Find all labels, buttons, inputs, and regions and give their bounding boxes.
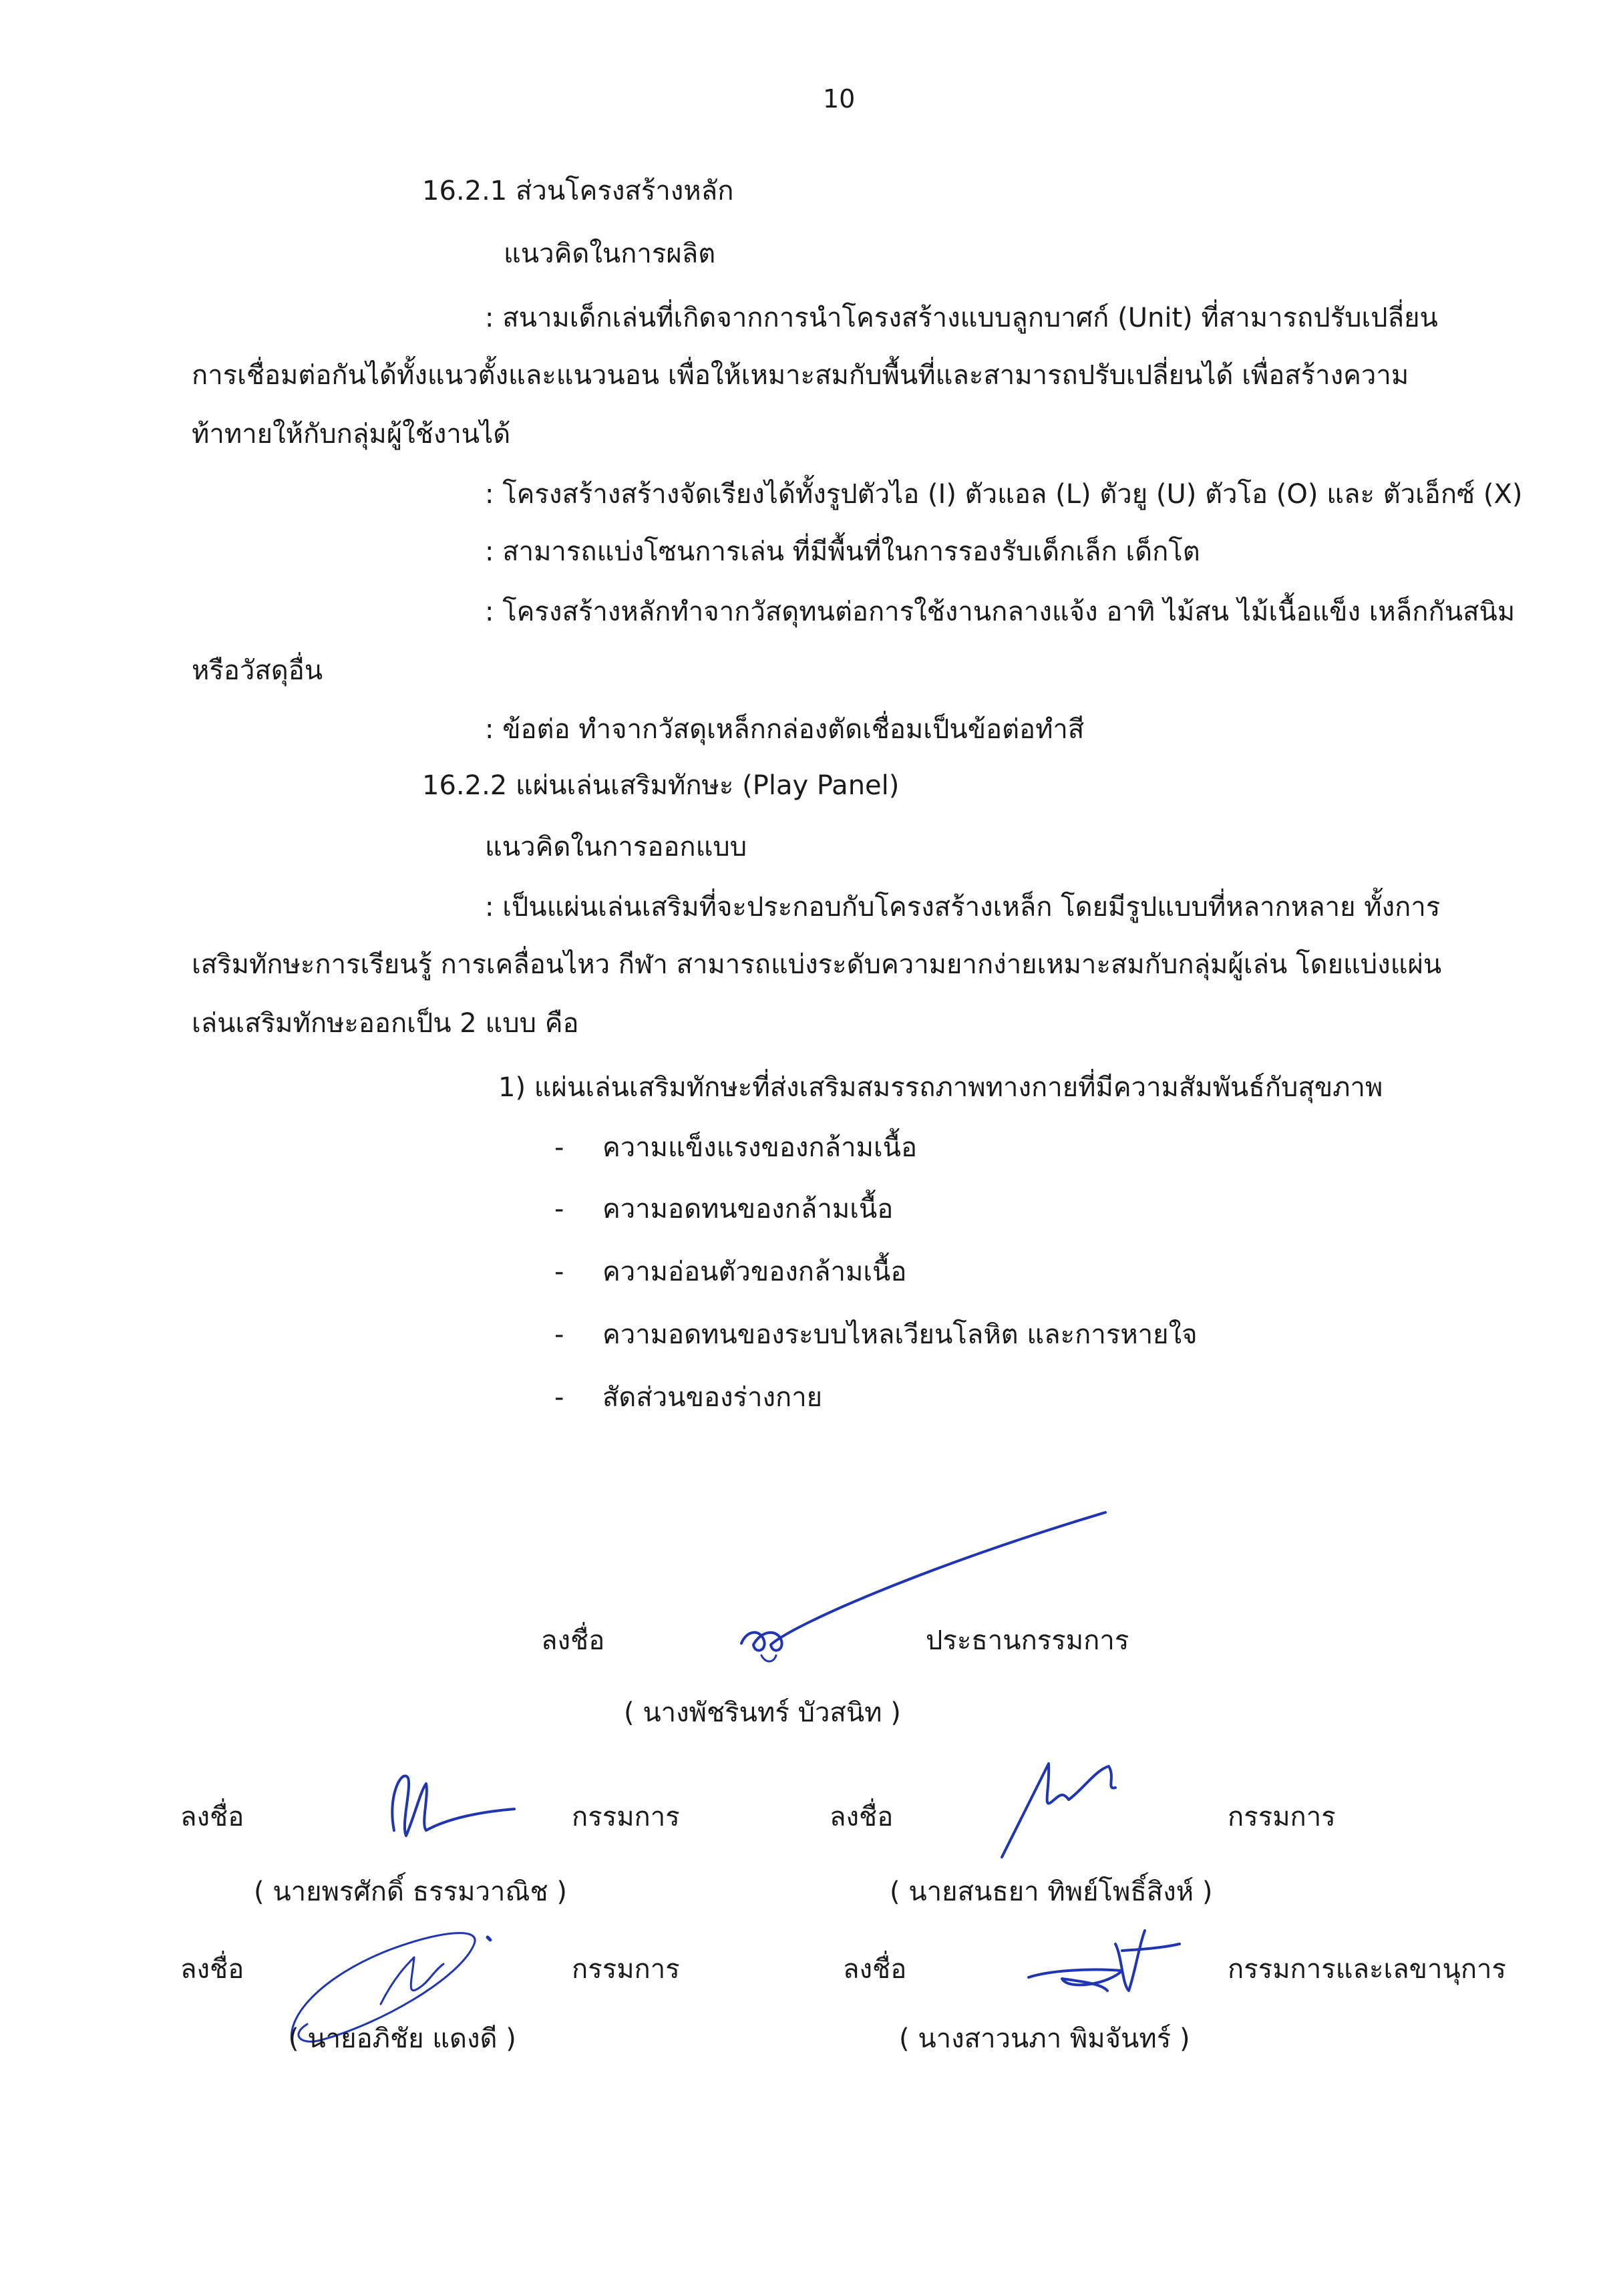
member-3-name: ( นายอภิชัย แดงดี ) [289,2023,516,2054]
bullet-marker: - [554,1319,564,1350]
member-1-name: ( นายพรศักดิ์ ธรรมวาณิช ) [254,1876,567,1907]
paragraph-line: หรือวัสดุอื่น [192,655,323,686]
section-subheading-production-concept: แนวคิดในการผลิต [504,238,716,269]
bullet-item: ความอดทนของระบบไหลเวียนโลหิต และการหายใจ [602,1319,1198,1350]
chair-role: ประธานกรรมการ [926,1625,1129,1656]
paragraph-line: ท้าทายให้กับกลุ่มผู้ใช้งานได้ [192,419,511,450]
chair-name: ( นางพัชรินทร์ บัวสนิท ) [624,1697,901,1728]
bullet-marker: - [554,1382,564,1413]
section-subheading-design-concept: แนวคิดในการออกแบบ [485,832,747,862]
member-2-signature [989,1750,1142,1864]
paragraph-line: : โครงสร้างหลักทำจากวัสดุทนต่อการใช้งานกลางแจ้ง อาทิ ไม้สน ไม้เนื้อแข็ง เหล็กกันสนิม [485,597,1515,627]
section-heading-16-2-2: 16.2.2 แผ่นเล่นเสริมทักษะ (Play Panel) [422,770,900,801]
sign-label: ลงชื่อ [180,1802,244,1832]
secretary-role: กรรมการและเลขานุการ [1228,1954,1506,1985]
member-3-role: กรรมการ [572,1954,680,1985]
sign-label: ลงชื่อ [180,1954,244,1985]
paragraph-line: การเชื่อมต่อกันได้ทั้งแนวตั้งและแนวนอน เพื่อให้เหมาะสมกับพื้นที่และสามารถปรับเปลี่ยนได้ เพื่อสร้างความ [192,360,1409,391]
member-2-role: กรรมการ [1228,1802,1336,1832]
paragraph-line: : สามารถแบ่งโซนการเล่น ที่มีพื้นที่ในการรองรับเด็กเล็ก เด็กโต [485,536,1200,567]
numbered-item: 1) แผ่นเล่นเสริมทักษะที่ส่งเสริมสมรรถภาพทางกายที่มีความสัมพันธ์กับสุขภาพ [498,1072,1383,1103]
bullet-marker: - [554,1132,564,1163]
member-2-name: ( นายสนธยา ทิพย์โพธิ์สิงห์ ) [890,1876,1213,1907]
section-heading-16-2-1: 16.2.1 ส่วนโครงสร้างหลัก [422,176,734,206]
bullet-marker: - [554,1257,564,1287]
bullet-item: ความอดทนของกล้ามเนื้อ [602,1194,894,1224]
paragraph-line: เล่นเสริมทักษะออกเป็น 2 แบบ คือ [192,1008,579,1039]
paragraph-line: : เป็นแผ่นเล่นเสริมที่จะประกอบกับโครงสร้างเหล็ก โดยมีรูปแบบที่หลากหลาย ทั้งการ [485,892,1441,923]
bullet-item: สัดส่วนของร่างกาย [602,1382,823,1413]
bullet-item: ความอ่อนตัวของกล้ามเนื้อ [602,1257,907,1287]
secretary-name: ( นางสาวนภา พิมจันทร์ ) [899,2023,1190,2054]
sign-label: ลงชื่อ [830,1802,894,1832]
page-number: 10 [823,84,856,114]
paragraph-line: เสริมทักษะการเรียนรู้ การเคลื่อนไหว กีฬา สามารถแบ่งระดับความยากง่ายเหมาะสมกับกลุ่มผู้เล่น โดยแบ่งแผ่น [192,949,1442,980]
paragraph-line: : โครงสร้างสร้างจัดเรียงได้ทั้งรูปตัวไอ (I) ตัวแอล (L) ตัวยู (U) ตัวโอ (O) และ ตัวเอ็กซ์ (X) [485,479,1523,510]
member-1-signature [374,1757,534,1857]
sign-label: ลงชื่อ [541,1625,605,1656]
paragraph-line: : ข้อต่อ ทำจากวัสดุเหล็กกล่องตัดเชื่อมเป็นข้อต่อทำสี [485,714,1085,745]
paragraph-line: : สนามเด็กเล่นที่เกิดจากการนำโครงสร้างแบบลูกบาศก์ (Unit) ที่สามารถปรับเปลี่ยน [485,303,1438,333]
sign-label: ลงชื่อ [843,1954,907,1985]
secretary-signature [1022,1917,1189,2011]
bullet-marker: - [554,1194,564,1224]
bullet-item: ความแข็งแรงของกล้ามเนื้อ [602,1132,917,1163]
member-1-role: กรรมการ [572,1802,680,1832]
